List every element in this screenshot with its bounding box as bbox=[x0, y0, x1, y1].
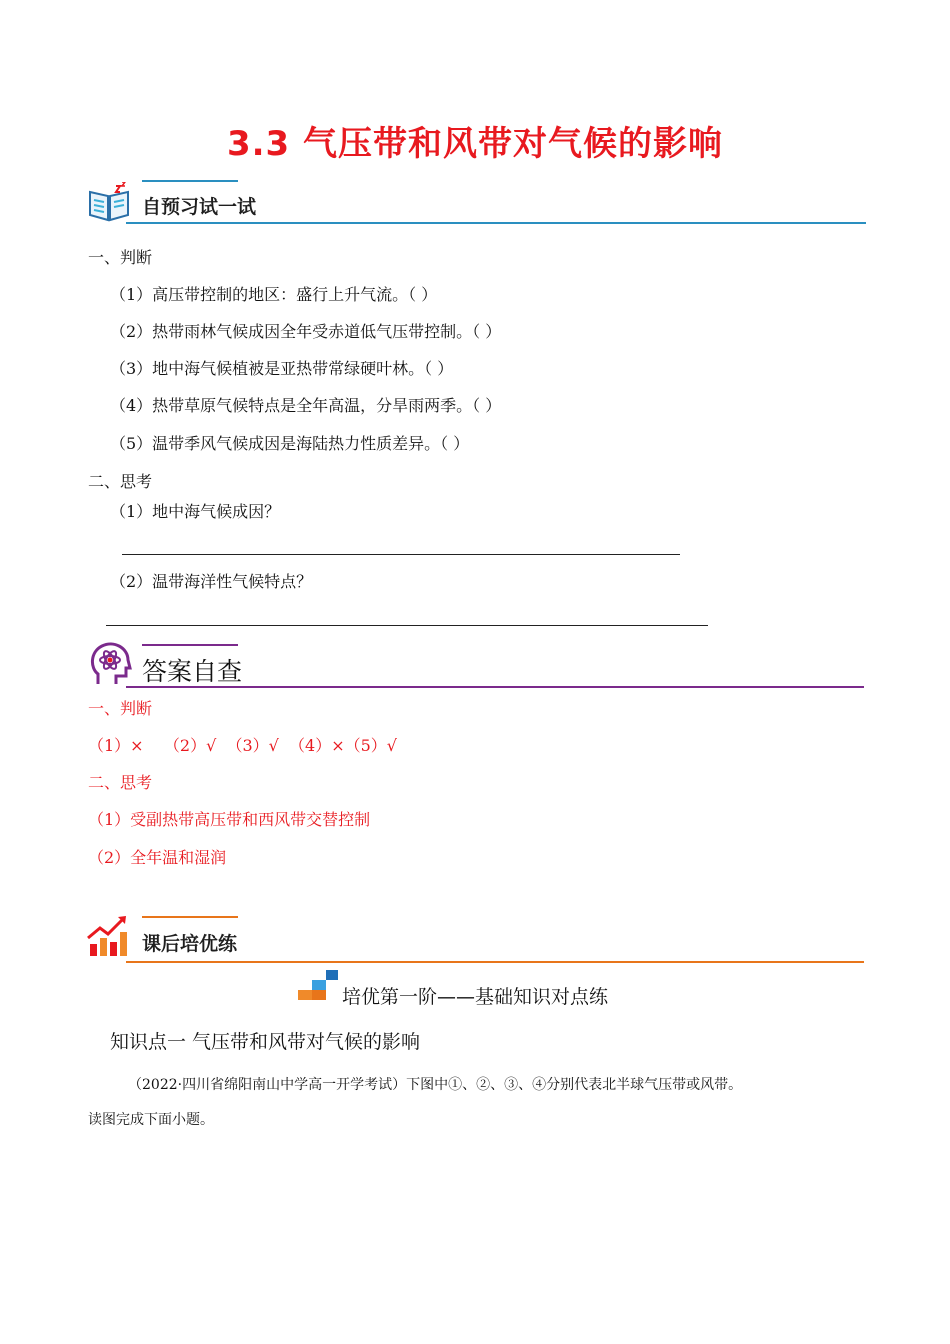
question-2: （2）温带海洋性气候特点？ bbox=[110, 572, 313, 591]
answer-1: （1）受副热带高压带和西风带交替控制 bbox=[88, 810, 371, 829]
subsection-title: 培优第一阶——基础知识对点练 bbox=[342, 986, 609, 1008]
section1-label: 自预习试一试 bbox=[142, 196, 257, 218]
question-intro-line2: 读图完成下面小题。 bbox=[88, 1112, 214, 1128]
steps-icon bbox=[298, 970, 340, 1002]
section3-header bbox=[86, 912, 866, 964]
part1-title: 一、判断 bbox=[88, 248, 153, 267]
judge-answers: （1）× （2）√ （3）√ （4）×（5）√ bbox=[88, 736, 397, 755]
answer-2: （2）全年温和湿润 bbox=[88, 848, 227, 867]
book-icon bbox=[86, 182, 132, 222]
judge-item-3: （3）地中海气候植被是亚热带常绿硬叶林。（ ） bbox=[110, 359, 454, 378]
part2-title: 二、思考 bbox=[88, 472, 153, 491]
judge-item-4: （4）热带草原气候特点是全年高温，分旱雨两季。（ ） bbox=[110, 396, 502, 415]
question-1: （1）地中海气候成因？ bbox=[110, 502, 281, 521]
knowledge-point: 知识点一 气压带和风带对气候的影响 bbox=[110, 1031, 421, 1053]
judge-item-1: （1）高压带控制的地区：盛行上升气流。（ ） bbox=[110, 285, 438, 304]
section3-label: 课后培优练 bbox=[142, 933, 238, 955]
section1-header bbox=[86, 180, 866, 226]
answer-part2-title: 二、思考 bbox=[88, 773, 153, 792]
judge-item-2: （2）热带雨林气候成因全年受赤道低气压带控制。（ ） bbox=[110, 322, 502, 341]
page-title: 3.3 气压带和风带对气候的影响 bbox=[226, 124, 724, 164]
growth-chart-icon bbox=[86, 914, 130, 958]
judge-item-5: （5）温带季风气候成因是海陆热力性质差异。（ ） bbox=[110, 434, 470, 453]
question-intro-line1: （2022·四川省绵阳南山中学高一开学考试）下图中①、②、③、④分别代表北半球气压带或风带。 bbox=[128, 1077, 743, 1093]
answer-part1-title: 一、判断 bbox=[88, 699, 153, 718]
section2-label: 答案自查 bbox=[142, 657, 243, 686]
section2-header bbox=[86, 640, 866, 690]
answer-line-1[interactable] bbox=[122, 554, 680, 555]
brain-head-icon bbox=[88, 640, 132, 686]
answer-line-2[interactable] bbox=[106, 625, 708, 626]
